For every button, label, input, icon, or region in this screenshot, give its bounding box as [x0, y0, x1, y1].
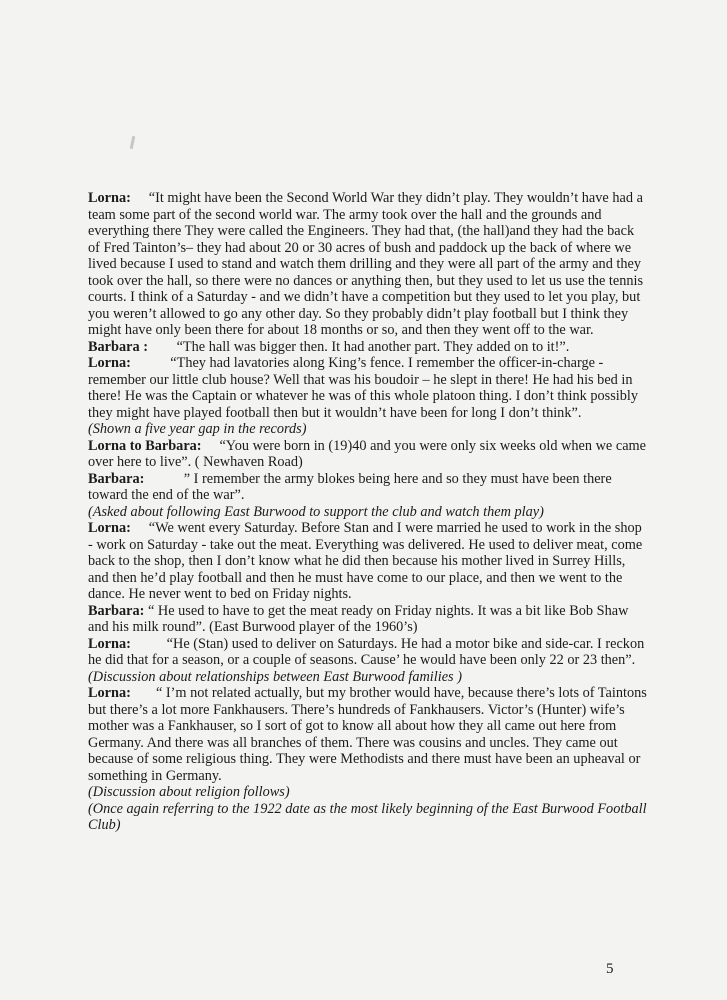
- stage-note: [88, 801, 648, 834]
- speech-text: “It might have been the Second World War they didn’t play. They wouldn’t have had a team some part of the second world war. The army took over the hall and the grounds and everything there They were called the Engineers. They had that, (the hall)and they had the back of Fred Tainton’s– they had about 20 or 30 acres of bush and paddock up the back of where we lived because I used to stand and watch them drilling and they were all part of the army and they took over the hall, so there were no dances or anything then, but they used to let us use the tennis courts. I think of a Saturday - and we didn’t have a competition but they used to let you play, but you weren’t allowed to go any other day. So they probably didn’t play football but I think they might have only been there for about 18 months or so, and then they went off to the war.: [88, 190, 644, 338]
- speech-paragraph: [88, 339, 648, 356]
- speaker-gap: [131, 190, 149, 206]
- speaker-name: Barbara:: [88, 470, 145, 487]
- note-text: (Shown a five year gap in the records): [88, 421, 307, 437]
- speech-text: “You were born in (19)40 and you were only six weeks old when we came over here to live”. ( Newhaven Road): [88, 437, 647, 470]
- speech-paragraph: [88, 355, 648, 421]
- speech-paragraph: [88, 520, 648, 603]
- stage-note: [88, 669, 648, 686]
- speech-text: ” I remember the army blokes being here and so they must have been there toward the end of the war”.: [88, 470, 612, 503]
- speaker-gap: [131, 355, 170, 371]
- note-text: (Once again referring to the 1922 date as the most likely beginning of the East Burwood Football Club): [88, 800, 647, 833]
- speech-paragraph: [88, 685, 648, 784]
- speaker-gap: [148, 339, 177, 355]
- speaker-gap: [202, 438, 220, 454]
- speaker-name: Lorna:: [88, 635, 131, 652]
- speaker-name: Lorna:: [88, 685, 131, 701]
- speech-text: “ He used to have to get the meat ready on Friday nights. It was a bit like Bob Shaw and his milk round”. (East Burwood player of the 1960’s): [88, 602, 629, 635]
- speaker-gap: [131, 685, 156, 701]
- speech-text: “He (Stan) used to deliver on Saturdays. He had a motor bike and side-car. I reckon he did that for a season, or a couple of seasons. Cause’ he would have been only 22 or 23 then”.: [88, 635, 645, 668]
- speech-paragraph: [88, 438, 648, 471]
- pen-mark: [130, 136, 136, 149]
- speaker-name: Lorna:: [88, 355, 131, 371]
- speaker-name: Barbara :: [88, 338, 148, 355]
- note-text: (Asked about following East Burwood to support the club and watch them play): [88, 503, 544, 520]
- stage-note: [88, 504, 648, 521]
- speech-paragraph: [88, 636, 648, 669]
- speaker-gap: [131, 636, 167, 652]
- speaker-name: Lorna:: [88, 520, 131, 536]
- speech-paragraph: [88, 471, 648, 504]
- speech-text: “The hall was bigger then. It had another part. They added on to it!”.: [176, 338, 570, 355]
- note-text: (Discussion about relationships between East Burwood families ): [88, 668, 462, 685]
- speaker-name: Lorna to Barbara:: [88, 437, 202, 454]
- speaker-gap: [144, 471, 183, 487]
- speech-paragraph: [88, 190, 648, 339]
- speech-text: “ I’m not related actually, but my brother would have, because there’s lots of Taintons but there’s a lot more Fankhausers. There’s hundreds of Fankhausers. Victor’s (Hunter) wife’s mother was a Fankhauser, so I sort of got to know all about how they all came out here from Germany. And there was all branches of them. There was cousins and uncles. They came out because of some religious thing. They were Methodists and there must have been an upheaval or something in Germany.: [88, 685, 647, 784]
- stage-note: [88, 784, 648, 801]
- speech-text: “They had lavatories along King’s fence. I remember the officer-in-charge - remember our little club house? Well that was his boudoir – he slept in there! He had his bed in there! He was the Captain or whatever he was of this whole platoon thing. I don’t think possibly they might have played football then but it wouldn’t have been for long I don’t think”.: [88, 355, 639, 421]
- speech-text: “We went every Saturday. Before Stan and I were married he used to work in the shop - work on Saturday - take out the meat. Everything was delivered. He used to deliver meat, come back to the shop, then I don’t know what he did then because his mother lived in Surrey Hills, and then he’d play football and then he must have come to our place, and then we went to the dance. He never went to bed on Friday nights.: [88, 520, 643, 602]
- page-number: 5: [606, 961, 614, 977]
- speaker-name: Barbara:: [88, 602, 145, 619]
- stage-note: [88, 421, 648, 438]
- speaker-gap: [131, 520, 149, 536]
- transcript-body: [88, 190, 648, 834]
- note-text: (Discussion about religion follows): [88, 784, 290, 800]
- speech-paragraph: [88, 603, 648, 636]
- speaker-name: Lorna:: [88, 190, 131, 206]
